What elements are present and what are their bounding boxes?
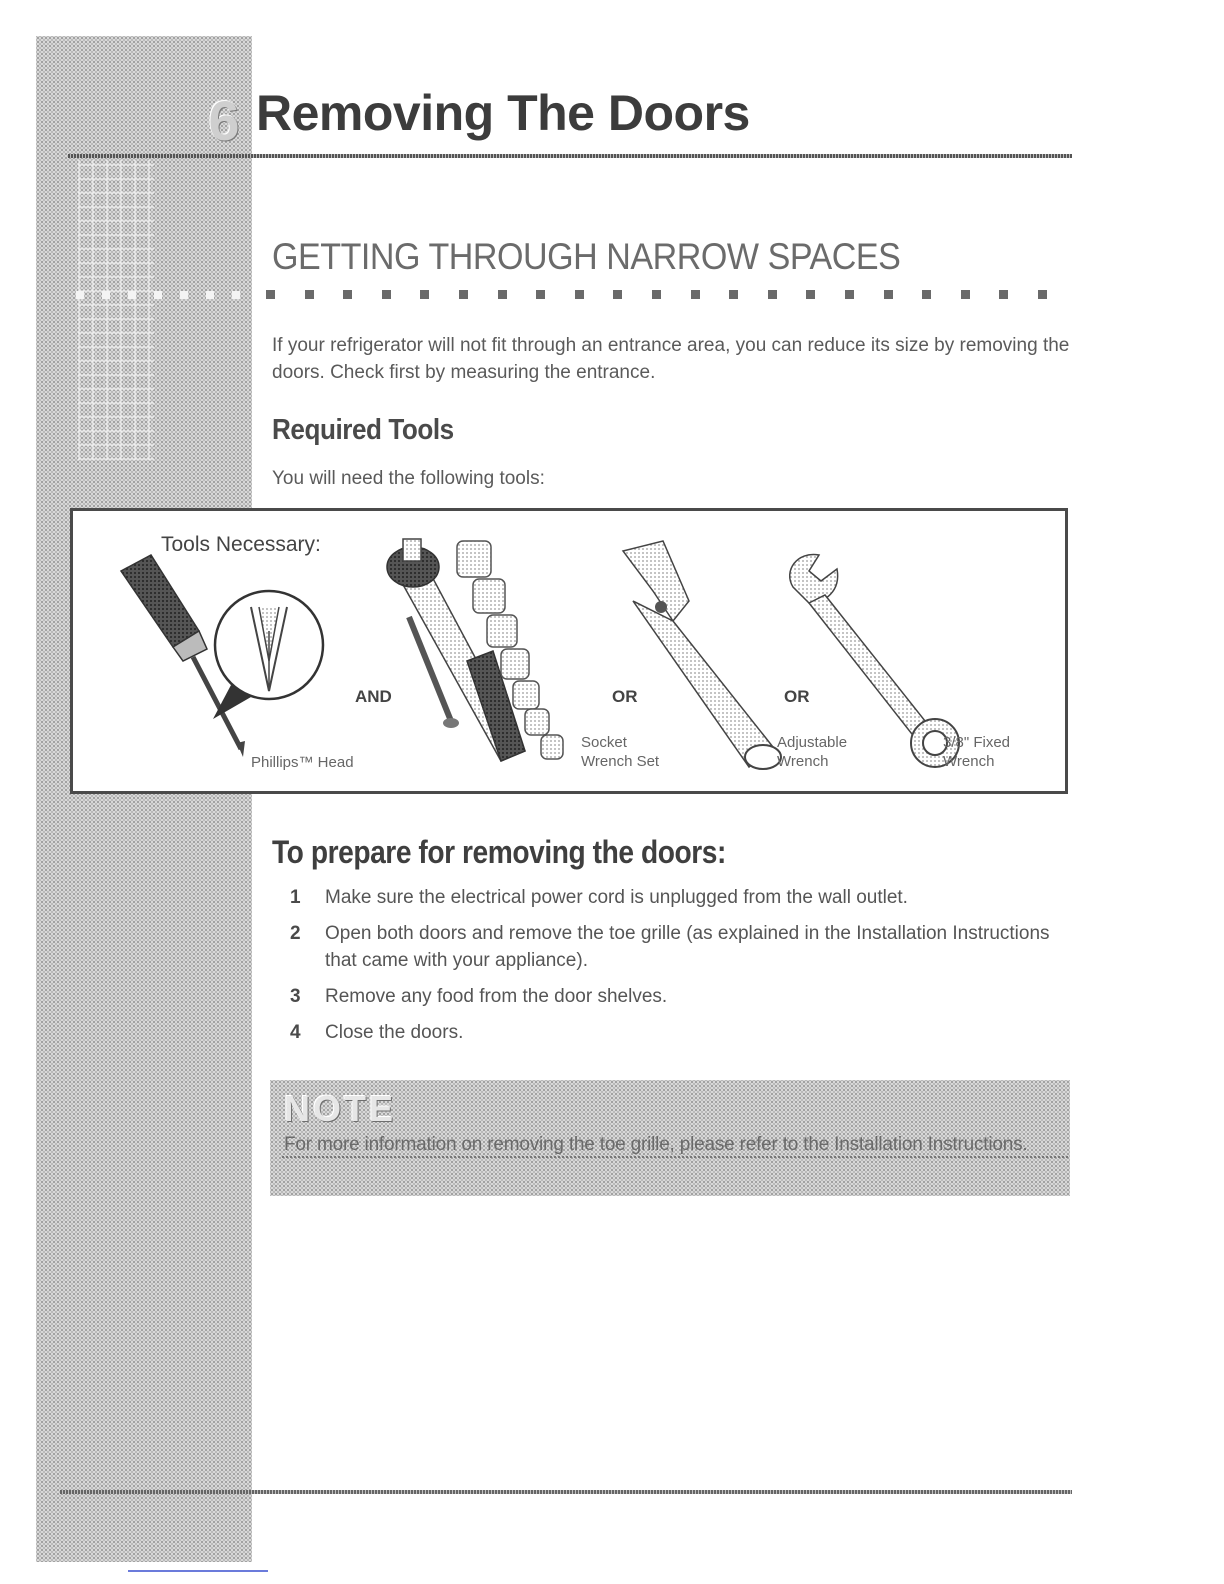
- note-box: [270, 1080, 1070, 1196]
- tools-illustration: [73, 511, 1065, 791]
- note-text: For more information on removing the toe grille, please refer to the Installation Instructions.: [284, 1134, 1028, 1155]
- rule-dot-light: [206, 291, 214, 299]
- section-dotted-rule: [76, 290, 1076, 302]
- rule-dot-dark: [420, 290, 429, 299]
- rule-dot-light: [232, 291, 240, 299]
- sidebar-grid-pattern: [78, 160, 154, 460]
- rule-dot-dark: [613, 290, 622, 299]
- intro-paragraph: If your refrigerator will not fit through an entrance area, you can reduce its size by removing the doors. Check first by measuring the entrance.: [272, 335, 1070, 383]
- rule-dot-dark: [961, 290, 970, 299]
- list-item: 1 Make sure the electrical power cord is unplugged from the wall outlet.: [290, 887, 908, 908]
- rule-dot-dark: [806, 290, 815, 299]
- rule-dot-light: [154, 291, 162, 299]
- list-item: 4 Close the doors.: [290, 1022, 464, 1043]
- rule-dot-light: [180, 291, 188, 299]
- rule-dot-dark: [999, 290, 1008, 299]
- title-rule: [68, 154, 1072, 158]
- connector-and: AND: [355, 687, 392, 706]
- connector-or-2: OR: [784, 687, 810, 706]
- list-item: 2 Open both doors and remove the toe grille (as explained in the Installation Instructions that came with your appliance).: [290, 923, 1050, 971]
- prepare-heading: To prepare for removing the doors:: [272, 834, 726, 870]
- rule-dot-dark: [305, 290, 314, 299]
- rule-dot-dark: [343, 290, 352, 299]
- rule-dot-light: [102, 291, 110, 299]
- rule-dot-dark: [459, 290, 468, 299]
- note-underline: [282, 1156, 1070, 1158]
- footer-link-underline: [128, 1570, 268, 1572]
- section-heading: GETTING THROUGH NARROW SPACES: [272, 236, 901, 277]
- note-title: NOTE: [284, 1088, 397, 1129]
- page-title: Removing The Doors: [256, 85, 750, 141]
- required-tools-heading: Required Tools: [272, 414, 454, 446]
- rule-dot-dark: [575, 290, 584, 299]
- rule-dot-dark: [922, 290, 931, 299]
- rule-dot-dark: [768, 290, 777, 299]
- rule-dot-dark: [498, 290, 507, 299]
- tools-necessary-box: [70, 508, 1068, 794]
- prepare-steps-list: [290, 884, 1070, 1055]
- phillips-screwdriver-icon: [121, 555, 323, 757]
- rule-dot-dark: [729, 290, 738, 299]
- rule-dot-dark: [266, 290, 275, 299]
- tool-label-phillips: Phillips™ Head: [251, 754, 354, 771]
- tool-label-fixed: 3/8" Fixed Wrench: [943, 734, 1011, 770]
- rule-dot-dark: [536, 290, 545, 299]
- bottom-rule: [60, 1490, 1072, 1494]
- rule-dot-light: [76, 291, 84, 299]
- required-tools-intro: You will need the following tools:: [272, 468, 545, 489]
- rule-dot-dark: [884, 290, 893, 299]
- connector-or-1: OR: [612, 687, 638, 706]
- rule-dot-light: [128, 291, 136, 299]
- chapter-number: 6: [208, 89, 240, 152]
- rule-dot-dark: [691, 290, 700, 299]
- tools-box-title: Tools Necessary:: [161, 533, 321, 556]
- list-item: 3 Remove any food from the door shelves.: [290, 986, 668, 1007]
- socket-wrench-set-icon: [387, 539, 563, 761]
- rule-dot-dark: [652, 290, 661, 299]
- tool-label-socket: Socket Wrench Set: [581, 734, 660, 770]
- rule-dot-dark: [1038, 290, 1047, 299]
- rule-dot-dark: [382, 290, 391, 299]
- rule-dot-dark: [845, 290, 854, 299]
- tool-label-adjustable: Adjustable Wrench: [777, 734, 848, 770]
